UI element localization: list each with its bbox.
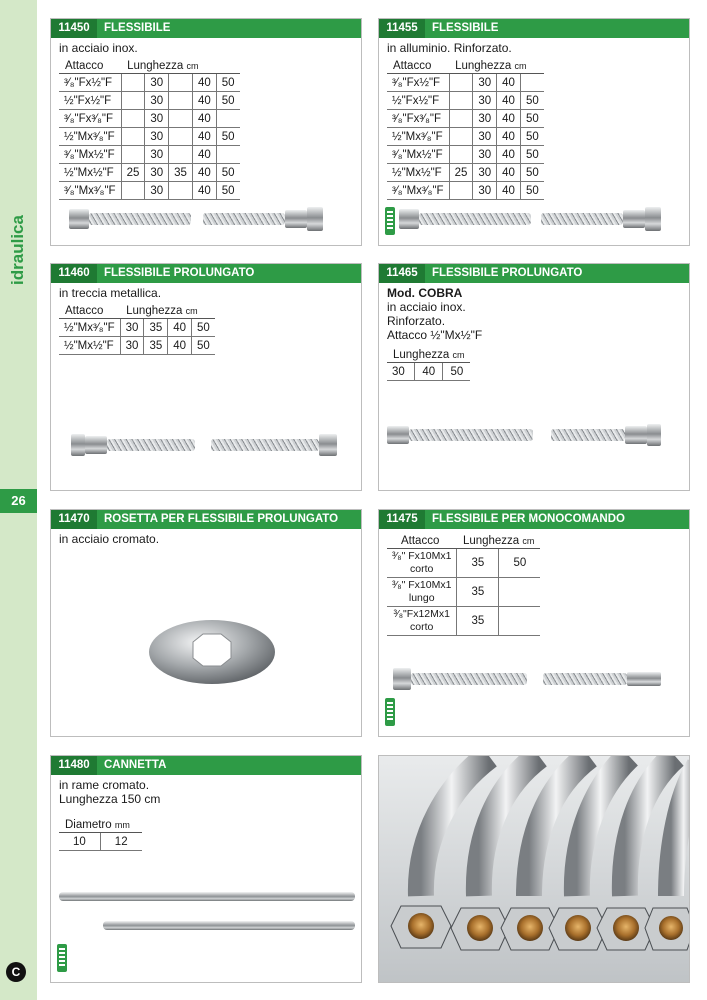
length-cell: 35 <box>144 319 168 337</box>
table-row <box>59 92 240 110</box>
table-row <box>59 110 240 128</box>
braided-hose <box>541 213 623 225</box>
length-cell: 50 <box>192 319 215 337</box>
length-cell: 30 <box>473 128 497 146</box>
hose-fitting <box>69 209 89 229</box>
length-cell: 50 <box>216 182 239 200</box>
length-cell <box>216 146 239 164</box>
attacco-cell: ½"Mx³⁄₈"F <box>387 128 449 146</box>
product-description: in treccia metallica. <box>59 286 162 300</box>
attacco-cell <box>387 607 457 636</box>
length-cell <box>121 128 145 146</box>
table-row <box>387 578 540 607</box>
table-row <box>387 128 544 146</box>
spec-table <box>387 59 544 200</box>
model-name: Mod. COBRA <box>387 286 463 300</box>
product-title: FLESSIBILE PROLUNGATO <box>432 267 583 279</box>
product-title: FLESSIBILE PER MONOCOMANDO <box>432 513 625 525</box>
attacco-cell: ³⁄₈"Fx½"F <box>387 74 449 92</box>
attacco-cell: ³⁄₈"Mx³⁄₈"F <box>59 182 121 200</box>
length-cell: 30 <box>145 92 169 110</box>
table-cell: 10 <box>59 833 100 851</box>
hose-fitting <box>647 424 661 446</box>
length-cell <box>121 146 145 164</box>
spec-table <box>59 304 215 355</box>
product-description: in acciaio cromato. <box>59 532 160 546</box>
hose-fitting <box>307 207 323 231</box>
product-description <box>59 778 160 806</box>
braided-hose <box>411 673 527 685</box>
product-title: ROSETTA PER FLESSIBILE PROLUNGATO <box>104 513 339 525</box>
desc-line: in acciaio inox. <box>387 300 466 314</box>
panel-header <box>51 19 361 38</box>
length-cell <box>216 110 239 128</box>
panel-header <box>51 756 361 775</box>
hoses-photo <box>379 756 690 983</box>
length-cell: 50 <box>216 128 239 146</box>
length-cell: 30 <box>473 110 497 128</box>
brand-logo: C <box>6 962 26 982</box>
length-cell: 40 <box>192 74 216 92</box>
variant-text: corto <box>410 621 434 633</box>
attacco-cell: ½"Mx³⁄₈"F <box>59 128 121 146</box>
braided-hose <box>551 429 625 441</box>
length-cell: 30 <box>473 182 497 200</box>
col-lunghezza: Lunghezza cm <box>387 348 470 363</box>
length-cell: 50 <box>216 164 239 182</box>
length-cell: 40 <box>192 128 216 146</box>
table-row <box>387 164 544 182</box>
braided-hose <box>211 439 319 451</box>
length-cell: 25 <box>121 164 145 182</box>
length-cell: 40 <box>192 164 216 182</box>
barcode-icon <box>385 207 395 235</box>
braided-hose <box>203 213 285 225</box>
length-cell: 30 <box>473 92 497 110</box>
length-cell: 40 <box>497 92 521 110</box>
col-lunghezza: Lunghezza cm <box>120 304 215 319</box>
length-cell: 40 <box>168 319 192 337</box>
desc-line: Attacco ½"Mx½"F <box>387 328 483 342</box>
attacco-cell: ³⁄₈"Mx½"F <box>59 146 121 164</box>
length-cell: 30 <box>145 110 169 128</box>
product-code: 11455 <box>379 19 425 38</box>
col-attacco: Attacco <box>387 534 457 549</box>
length-cell <box>121 74 145 92</box>
length-cell <box>169 74 193 92</box>
hose-fitting <box>387 426 409 444</box>
length-cell: 40 <box>497 146 521 164</box>
length-cell <box>520 74 543 92</box>
variant-text: lungo <box>408 592 435 604</box>
product-title: CANNETTA <box>104 759 167 771</box>
length-cell: 50 <box>520 164 543 182</box>
braided-hose <box>89 213 191 225</box>
length-cell <box>169 110 193 128</box>
table-row <box>59 182 240 200</box>
table-cell: 50 <box>443 363 471 381</box>
col-diametro: Diametro mm <box>59 818 142 833</box>
section-label: idraulica <box>8 215 27 285</box>
braided-hose <box>419 213 531 225</box>
hose-fitting <box>623 210 645 228</box>
hose-fitting <box>85 436 107 454</box>
table-cell: 30 <box>387 363 415 381</box>
panel-11475 <box>378 509 690 737</box>
length-cell: 40 <box>497 182 521 200</box>
fitting-text: ³⁄₈"Fx12Mx1 <box>393 608 450 620</box>
product-description <box>387 286 482 342</box>
attacco-cell: ½"Mx³⁄₈"F <box>59 319 120 337</box>
length-cell: 30 <box>120 319 144 337</box>
hose-fitting <box>645 207 661 231</box>
braided-hose <box>543 673 627 685</box>
length-cell: 30 <box>145 74 169 92</box>
length-cell: 50 <box>499 549 541 578</box>
hose-fitting <box>319 434 337 456</box>
table-row <box>59 146 240 164</box>
attacco-cell <box>387 578 457 607</box>
length-cell: 50 <box>520 110 543 128</box>
panel-header <box>51 264 361 283</box>
hose-fitting <box>399 209 419 229</box>
table-row <box>387 74 544 92</box>
fitting-text: ³⁄₈" Fx10Mx1 <box>392 579 452 591</box>
desc-line: Rinforzato. <box>387 314 446 328</box>
col-lunghezza: Lunghezza cm <box>457 534 540 549</box>
length-cell <box>499 578 541 607</box>
hose-fitting <box>71 434 85 456</box>
length-cell <box>449 110 473 128</box>
table-row <box>59 128 240 146</box>
variant-text: corto <box>410 563 434 575</box>
length-cell: 40 <box>192 182 216 200</box>
attacco-cell: ³⁄₈"Mx½"F <box>387 146 449 164</box>
attacco-cell: ³⁄₈"Fx½"F <box>59 74 121 92</box>
product-code: 11480 <box>51 756 97 775</box>
attacco-cell: ½"Mx½"F <box>59 337 120 355</box>
page-number: 26 <box>0 489 37 513</box>
attacco-cell: ½"Fx½"F <box>387 92 449 110</box>
length-cell: 40 <box>497 128 521 146</box>
table-row <box>387 146 544 164</box>
braided-hose <box>107 439 195 451</box>
attacco-cell: ³⁄₈"Mx³⁄₈"F <box>387 182 449 200</box>
length-cell: 40 <box>192 92 216 110</box>
col-attacco: Attacco <box>387 59 449 74</box>
braided-hose <box>409 429 533 441</box>
table-row <box>59 337 215 355</box>
copper-tube <box>103 921 355 930</box>
hose-fitting <box>285 210 307 228</box>
length-cell <box>449 74 473 92</box>
attacco-cell: ³⁄₈"Fx³⁄₈"F <box>59 110 121 128</box>
product-code: 11460 <box>51 264 97 283</box>
length-cell <box>121 92 145 110</box>
length-cell: 30 <box>120 337 144 355</box>
length-cell: 50 <box>520 128 543 146</box>
product-title: FLESSIBILE <box>104 22 171 34</box>
product-description: in acciaio inox. <box>59 41 138 55</box>
desc-line: in rame cromato. <box>59 778 150 792</box>
panel-11465 <box>378 263 690 491</box>
length-cell: 40 <box>497 74 521 92</box>
length-cell <box>169 146 193 164</box>
fitting-text: ³⁄₈" Fx10Mx1 <box>392 550 452 562</box>
table-row <box>59 164 240 182</box>
length-cell: 35 <box>457 549 499 578</box>
hose-fitting <box>625 426 647 444</box>
length-cell: 35 <box>144 337 168 355</box>
panel-header <box>379 19 689 38</box>
length-cell: 30 <box>473 74 497 92</box>
length-cell: 30 <box>145 146 169 164</box>
panel-header <box>379 510 689 529</box>
product-description: in alluminio. Rinforzato. <box>387 41 512 55</box>
length-cell: 40 <box>497 110 521 128</box>
rosette-image <box>147 618 277 686</box>
product-code: 11470 <box>51 510 97 529</box>
col-attacco: Attacco <box>59 304 120 319</box>
length-cell: 40 <box>497 164 521 182</box>
hose-fitting <box>393 668 411 690</box>
table-row <box>387 549 540 578</box>
length-cell: 50 <box>216 74 239 92</box>
table-row <box>387 92 544 110</box>
length-cell <box>449 182 473 200</box>
barcode-icon <box>385 698 395 726</box>
length-cell: 40 <box>192 110 216 128</box>
desc-line: Lunghezza 150 cm <box>59 792 161 806</box>
length-cell: 30 <box>473 164 497 182</box>
copper-tube <box>59 892 355 901</box>
panel-11455 <box>378 18 690 246</box>
length-cell: 35 <box>169 164 193 182</box>
barcode-icon <box>57 944 67 972</box>
length-cell <box>449 92 473 110</box>
length-cell: 40 <box>168 337 192 355</box>
length-cell: 30 <box>473 146 497 164</box>
panel-11460 <box>50 263 362 491</box>
length-cell: 50 <box>192 337 215 355</box>
attacco-cell: ½"Fx½"F <box>59 92 121 110</box>
length-cell: 50 <box>520 182 543 200</box>
length-cell: 50 <box>520 146 543 164</box>
length-cell <box>169 182 193 200</box>
panel-11470 <box>50 509 362 737</box>
product-code: 11465 <box>379 264 425 283</box>
table-row <box>59 74 240 92</box>
spec-table <box>59 59 240 200</box>
length-cell: 50 <box>216 92 239 110</box>
panel-header <box>379 264 689 283</box>
product-code: 11450 <box>51 19 97 38</box>
hose-fitting <box>627 672 661 686</box>
table-cell: 12 <box>100 833 141 851</box>
table-row <box>387 110 544 128</box>
length-cell <box>449 146 473 164</box>
col-attacco: Attacco <box>59 59 121 74</box>
product-code: 11475 <box>379 510 425 529</box>
length-cell: 35 <box>457 607 499 636</box>
panel-11450 <box>50 18 362 246</box>
length-cell <box>121 182 145 200</box>
attacco-cell: ½"Mx½"F <box>387 164 449 182</box>
length-cell <box>449 128 473 146</box>
length-cell: 50 <box>520 92 543 110</box>
attacco-cell: ³⁄₈"Fx³⁄₈"F <box>387 110 449 128</box>
attacco-cell: ½"Mx½"F <box>59 164 121 182</box>
length-cell: 30 <box>145 164 169 182</box>
length-cell: 30 <box>145 128 169 146</box>
length-cell <box>499 607 541 636</box>
table-row <box>387 182 544 200</box>
spec-table <box>59 818 142 851</box>
length-cell: 30 <box>145 182 169 200</box>
spec-table <box>387 348 470 381</box>
table-row <box>59 319 215 337</box>
table-row <box>387 607 540 636</box>
length-cell: 40 <box>192 146 216 164</box>
product-title: FLESSIBILE <box>432 22 499 34</box>
panel-photo <box>378 755 690 983</box>
length-cell <box>169 128 193 146</box>
panel-header <box>51 510 361 529</box>
product-title: FLESSIBILE PROLUNGATO <box>104 267 255 279</box>
spec-table <box>387 534 540 636</box>
length-cell: 35 <box>457 578 499 607</box>
attacco-cell <box>387 549 457 578</box>
col-lunghezza: Lunghezza cm <box>121 59 239 74</box>
length-cell <box>121 110 145 128</box>
length-cell <box>169 92 193 110</box>
col-lunghezza: Lunghezza cm <box>449 59 544 74</box>
panel-11480 <box>50 755 362 983</box>
table-cell: 40 <box>415 363 443 381</box>
length-cell: 25 <box>449 164 473 182</box>
